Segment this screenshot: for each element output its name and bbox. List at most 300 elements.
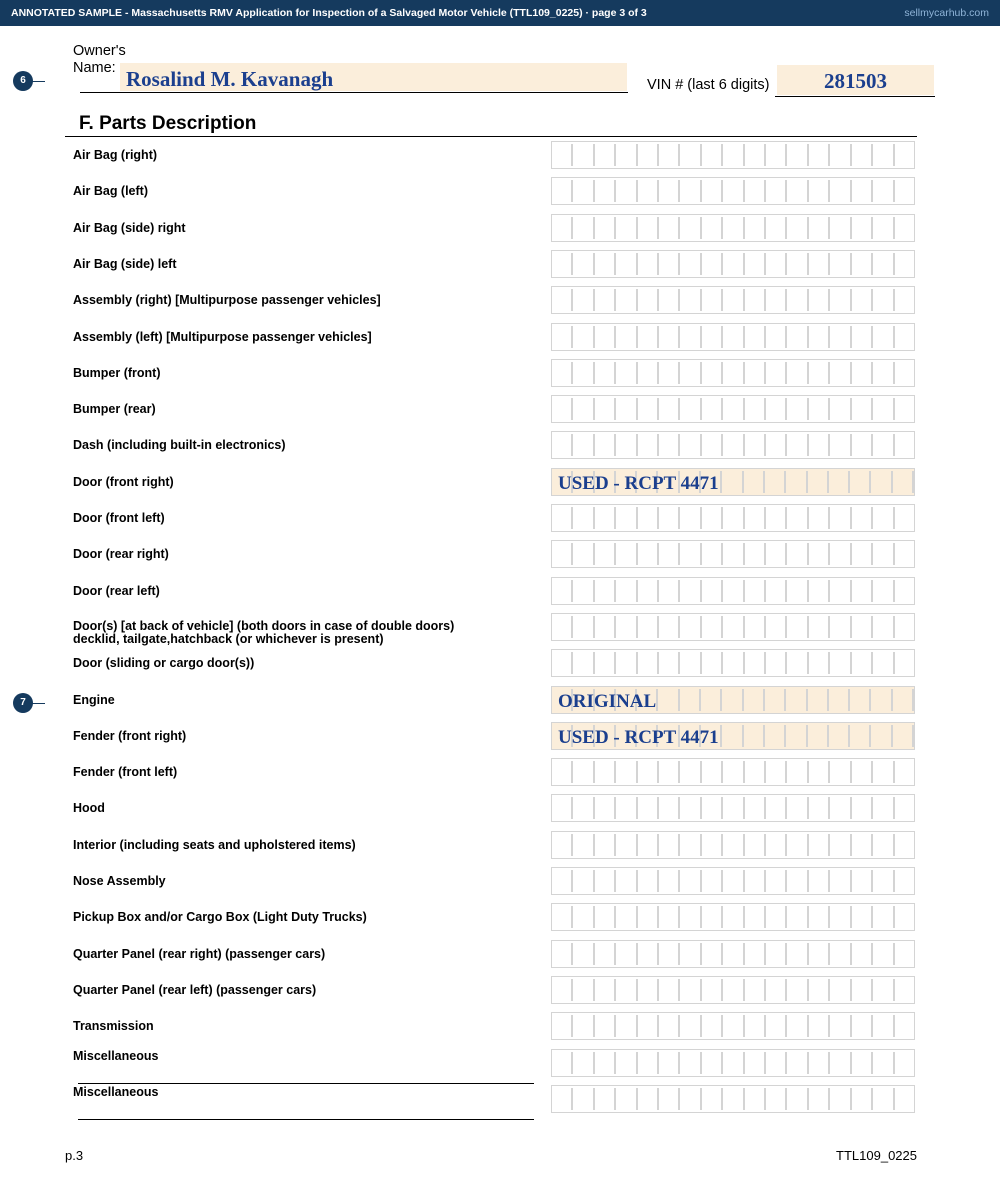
letter-box [616, 398, 637, 420]
letter-box [830, 326, 851, 348]
letter-box [873, 834, 894, 856]
letter-box [852, 144, 873, 166]
letter-box [659, 906, 680, 928]
letter-box [723, 1088, 744, 1110]
part-entry-boxes[interactable] [551, 577, 915, 605]
letter-box [830, 797, 851, 819]
letter-box [745, 616, 766, 638]
letter-box [852, 326, 873, 348]
letter-box [702, 253, 723, 275]
letter-box [659, 616, 680, 638]
letter-box [595, 870, 616, 892]
letter-box [616, 1015, 637, 1037]
letter-box [745, 326, 766, 348]
letter-box [745, 979, 766, 1001]
part-label [73, 1050, 158, 1063]
letter-box [787, 1088, 808, 1110]
part-label-text: Pickup Box and/or Cargo Box (Light Duty Trucks) [73, 910, 367, 925]
part-entry-boxes[interactable] [551, 613, 915, 641]
letter-box [595, 398, 616, 420]
letter-box [552, 580, 573, 602]
part-entry-boxes[interactable] [551, 468, 915, 496]
letter-box [702, 362, 723, 384]
part-label-text: Door(s) [at back of vehicle] (both doors in case of double doors) [73, 618, 455, 633]
letter-box [895, 180, 914, 202]
letter-box [680, 761, 701, 783]
letter-box [552, 1052, 573, 1074]
part-entry-boxes[interactable] [551, 758, 915, 786]
letter-box [638, 797, 659, 819]
part-entry-value: ORIGINAL [558, 690, 657, 712]
letter-box [809, 834, 830, 856]
letter-box [723, 326, 744, 348]
letter-box [787, 870, 808, 892]
letter-box [680, 217, 701, 239]
letter-box [895, 834, 914, 856]
part-label [73, 294, 381, 307]
letter-box [595, 507, 616, 529]
letter-box [680, 507, 701, 529]
banner-title: ANNOTATED SAMPLE - Massachusetts RMV Application for Inspection of a Salvaged Motor Vehicle (TTL109_0225) · page 3 of 3 [11, 7, 647, 19]
letter-box [830, 580, 851, 602]
letter-box [895, 507, 914, 529]
letter-box [616, 616, 637, 638]
letter-box [659, 507, 680, 529]
letter-box [616, 253, 637, 275]
letter-box [893, 725, 914, 747]
letter-box [873, 434, 894, 456]
letter-box [723, 217, 744, 239]
letter-box [702, 761, 723, 783]
part-label [73, 730, 186, 743]
letter-box [893, 471, 914, 493]
letter-box [895, 906, 914, 928]
part-label-text: Door (sliding or cargo door(s)) [73, 656, 255, 671]
letter-box [680, 289, 701, 311]
letter-box [745, 253, 766, 275]
letter-box [573, 943, 594, 965]
letter-box [766, 652, 787, 674]
letter-box [787, 834, 808, 856]
letter-box [787, 1015, 808, 1037]
letter-box [787, 144, 808, 166]
letter-box [638, 289, 659, 311]
letter-box [573, 761, 594, 783]
part-label [73, 403, 156, 416]
part-entry-boxes[interactable] [551, 431, 915, 459]
misc-write-line[interactable] [78, 1119, 534, 1120]
letter-box [616, 979, 637, 1001]
letter-box [638, 1088, 659, 1110]
letter-box [809, 870, 830, 892]
part-label [73, 185, 148, 198]
letter-box [895, 797, 914, 819]
letter-box [873, 326, 894, 348]
letter-box [723, 434, 744, 456]
letter-box [873, 289, 894, 311]
letter-box [702, 834, 723, 856]
letter-box [809, 1088, 830, 1110]
letter-box [808, 471, 829, 493]
letter-box [852, 943, 873, 965]
part-label [73, 331, 372, 344]
letter-box [702, 326, 723, 348]
letter-box [638, 652, 659, 674]
letter-box [702, 434, 723, 456]
letter-box [766, 616, 787, 638]
part-entry-boxes[interactable] [551, 649, 915, 677]
letter-box [659, 434, 680, 456]
letter-box [616, 434, 637, 456]
letter-box [873, 507, 894, 529]
letter-box [787, 761, 808, 783]
part-entry-boxes[interactable] [551, 395, 915, 423]
letter-box [766, 144, 787, 166]
letter-box [723, 1052, 744, 1074]
letter-box [766, 797, 787, 819]
letter-box [895, 1015, 914, 1037]
letter-box [638, 979, 659, 1001]
letter-box [809, 434, 830, 456]
letter-box [595, 616, 616, 638]
part-label-text: Quarter Panel (rear left) (passenger cars) [73, 982, 317, 997]
letter-box [680, 362, 701, 384]
letter-box [829, 471, 850, 493]
letter-box [552, 616, 573, 638]
letter-box [809, 543, 830, 565]
part-label [73, 476, 174, 489]
part-entry-boxes[interactable] [551, 540, 915, 568]
letter-box [873, 1052, 894, 1074]
letter-box [809, 761, 830, 783]
part-label-text: Miscellaneous [73, 1084, 159, 1099]
annotation-badge-engine: 7 [13, 693, 33, 713]
part-label [73, 585, 160, 598]
letter-box [659, 580, 680, 602]
letter-box [680, 543, 701, 565]
page-number: p.3 [65, 1148, 84, 1163]
letter-box [638, 434, 659, 456]
letter-box [873, 761, 894, 783]
part-label [73, 149, 157, 162]
letter-box [895, 870, 914, 892]
part-label [73, 802, 105, 815]
letter-box [659, 797, 680, 819]
letter-box [809, 943, 830, 965]
part-label [73, 875, 166, 888]
letter-box [787, 398, 808, 420]
part-label-text: Engine [73, 692, 115, 707]
letter-box [745, 217, 766, 239]
annotation-leader-line [31, 703, 45, 704]
letter-box [745, 761, 766, 783]
letter-box [873, 217, 894, 239]
letter-box [701, 689, 722, 711]
owner-label-line1: Owner's [73, 43, 126, 59]
letter-box [680, 652, 701, 674]
letter-box [638, 217, 659, 239]
letter-box [766, 834, 787, 856]
annotation-banner [0, 0, 1000, 26]
part-label-text-line2: decklid, tailgate,hatchback (or whichever is present) [73, 631, 384, 646]
letter-box [852, 543, 873, 565]
letter-box [809, 326, 830, 348]
letter-box [873, 906, 894, 928]
letter-box [638, 580, 659, 602]
letter-box [723, 797, 744, 819]
letter-box [659, 253, 680, 275]
letter-box [723, 761, 744, 783]
letter-box [745, 943, 766, 965]
letter-box [616, 326, 637, 348]
misc-write-line[interactable] [78, 1083, 534, 1084]
part-label-text: Door (front left) [73, 511, 165, 525]
letter-box [702, 616, 723, 638]
letter-box [702, 870, 723, 892]
letter-box [552, 979, 573, 1001]
letter-box [895, 434, 914, 456]
letter-box [895, 580, 914, 602]
part-label [73, 694, 115, 707]
part-label [73, 1086, 158, 1099]
letter-box [745, 652, 766, 674]
letter-box [595, 326, 616, 348]
letter-box [616, 144, 637, 166]
letter-box [852, 1052, 873, 1074]
letter-box [573, 289, 594, 311]
letter-box [809, 906, 830, 928]
letter-box [573, 979, 594, 1001]
part-label-text: Hood [73, 801, 105, 816]
owner-label-line2: Name: [73, 59, 116, 76]
letter-box [786, 689, 807, 711]
letter-box [830, 217, 851, 239]
letter-box [638, 761, 659, 783]
letter-box [829, 725, 850, 747]
letter-box [745, 580, 766, 602]
part-label [73, 548, 169, 561]
letter-box [723, 580, 744, 602]
letter-box [787, 180, 808, 202]
part-entry-boxes[interactable] [551, 359, 915, 387]
letter-box [552, 870, 573, 892]
letter-box [895, 979, 914, 1001]
letter-box [895, 362, 914, 384]
part-entry-boxes[interactable] [551, 940, 915, 968]
letter-box [765, 725, 786, 747]
letter-box [809, 362, 830, 384]
letter-box [745, 180, 766, 202]
letter-box [766, 979, 787, 1001]
letter-box [852, 652, 873, 674]
letter-box [680, 326, 701, 348]
part-entry-boxes[interactable] [551, 1012, 915, 1040]
part-entry-boxes[interactable] [551, 250, 915, 278]
letter-box [850, 725, 871, 747]
letter-box [830, 1088, 851, 1110]
letter-box [830, 543, 851, 565]
letter-box [638, 326, 659, 348]
letter-box [873, 979, 894, 1001]
letter-box [680, 943, 701, 965]
part-label [73, 948, 325, 961]
part-entry-boxes[interactable] [551, 686, 915, 714]
part-entry-boxes[interactable] [551, 903, 915, 931]
letter-box [766, 580, 787, 602]
letter-box [787, 580, 808, 602]
part-label-text: Door (rear left) [73, 583, 160, 598]
letter-box [766, 943, 787, 965]
letter-box [595, 253, 616, 275]
letter-box [573, 652, 594, 674]
part-label-text: Assembly (left) [Multipurpose passenger vehicles] [73, 329, 372, 344]
letter-box [850, 471, 871, 493]
letter-box [638, 144, 659, 166]
letter-box [745, 398, 766, 420]
letter-box [552, 144, 573, 166]
letter-box [573, 580, 594, 602]
part-label [73, 657, 254, 670]
part-entry-boxes[interactable] [551, 177, 915, 205]
letter-box [702, 1015, 723, 1037]
part-label-text: Bumper (rear) [73, 402, 156, 417]
letter-box [552, 906, 573, 928]
letter-box [616, 217, 637, 239]
letter-box [809, 1015, 830, 1037]
letter-box [680, 616, 701, 638]
part-entry-boxes[interactable] [551, 867, 915, 895]
letter-box [786, 725, 807, 747]
letter-box [616, 180, 637, 202]
letter-box [895, 943, 914, 965]
part-label-text: Air Bag (left) [73, 184, 148, 199]
part-entry-value: USED - RCPT 4471 [558, 726, 719, 748]
letter-box [830, 979, 851, 1001]
part-label-text: Quarter Panel (rear right) (passenger cars) [73, 946, 326, 961]
letter-box [745, 870, 766, 892]
letter-box [787, 943, 808, 965]
letter-box [766, 362, 787, 384]
letter-box [658, 689, 679, 711]
section-rule [65, 136, 917, 137]
letter-box [552, 943, 573, 965]
letter-box [723, 1015, 744, 1037]
letter-box [702, 797, 723, 819]
letter-box [638, 507, 659, 529]
letter-box [808, 689, 829, 711]
part-entry-boxes[interactable] [551, 794, 915, 822]
part-label-text: Dash (including built-in electronics) [73, 438, 286, 453]
letter-box [573, 1088, 594, 1110]
letter-box [638, 398, 659, 420]
letter-box [616, 1052, 637, 1074]
letter-box [745, 797, 766, 819]
section-title: Parts Description [99, 113, 257, 134]
letter-box [895, 543, 914, 565]
letter-box [638, 180, 659, 202]
letter-box [895, 326, 914, 348]
letter-box [745, 1015, 766, 1037]
part-label-text: Fender (front left) [73, 765, 178, 780]
letter-box [852, 761, 873, 783]
letter-box [552, 253, 573, 275]
letter-box [830, 180, 851, 202]
part-entry-boxes[interactable] [551, 831, 915, 859]
letter-box [809, 797, 830, 819]
letter-box [895, 652, 914, 674]
letter-box [552, 652, 573, 674]
part-label-text: Air Bag (side) left [73, 256, 177, 271]
part-entry-boxes[interactable] [551, 214, 915, 242]
letter-box [616, 1088, 637, 1110]
letter-box [573, 253, 594, 275]
letter-box [745, 834, 766, 856]
part-label-text: Miscellaneous [73, 1048, 159, 1063]
letter-box [723, 289, 744, 311]
letter-box [616, 870, 637, 892]
letter-box [852, 253, 873, 275]
letter-box [702, 217, 723, 239]
part-entry-boxes[interactable] [551, 286, 915, 314]
letter-box [616, 543, 637, 565]
part-entry-boxes[interactable] [551, 323, 915, 351]
letter-box [809, 289, 830, 311]
letter-box [809, 217, 830, 239]
letter-box [616, 289, 637, 311]
letter-box [871, 689, 892, 711]
letter-box [680, 144, 701, 166]
letter-box [638, 906, 659, 928]
part-label [73, 839, 356, 852]
letter-box [852, 180, 873, 202]
part-entry-boxes[interactable] [551, 1085, 915, 1113]
letter-box [722, 725, 743, 747]
letter-box [680, 580, 701, 602]
letter-box [852, 797, 873, 819]
letter-box [638, 362, 659, 384]
letter-box [680, 906, 701, 928]
part-entry-boxes[interactable] [551, 504, 915, 532]
letter-box [809, 580, 830, 602]
part-entry-boxes[interactable] [551, 722, 915, 750]
vin-label: VIN # (last 6 digits) [647, 77, 770, 93]
letter-box [723, 144, 744, 166]
letter-box [723, 870, 744, 892]
part-entry-boxes[interactable] [551, 141, 915, 169]
letter-box [873, 180, 894, 202]
letter-box [616, 906, 637, 928]
banner-site[interactable]: sellmycarhub.com [904, 7, 989, 19]
letter-box [765, 471, 786, 493]
letter-box [895, 1052, 914, 1074]
letter-box [659, 398, 680, 420]
letter-box [552, 326, 573, 348]
part-entry-boxes[interactable] [551, 1049, 915, 1077]
part-entry-boxes[interactable] [551, 976, 915, 1004]
letter-box [573, 144, 594, 166]
letter-box [830, 253, 851, 275]
letter-box [595, 180, 616, 202]
letter-box [595, 144, 616, 166]
letter-box [745, 507, 766, 529]
letter-box [638, 1015, 659, 1037]
letter-box [659, 652, 680, 674]
letter-box [659, 979, 680, 1001]
letter-box [722, 471, 743, 493]
letter-box [830, 943, 851, 965]
letter-box [766, 1015, 787, 1037]
letter-box [659, 834, 680, 856]
